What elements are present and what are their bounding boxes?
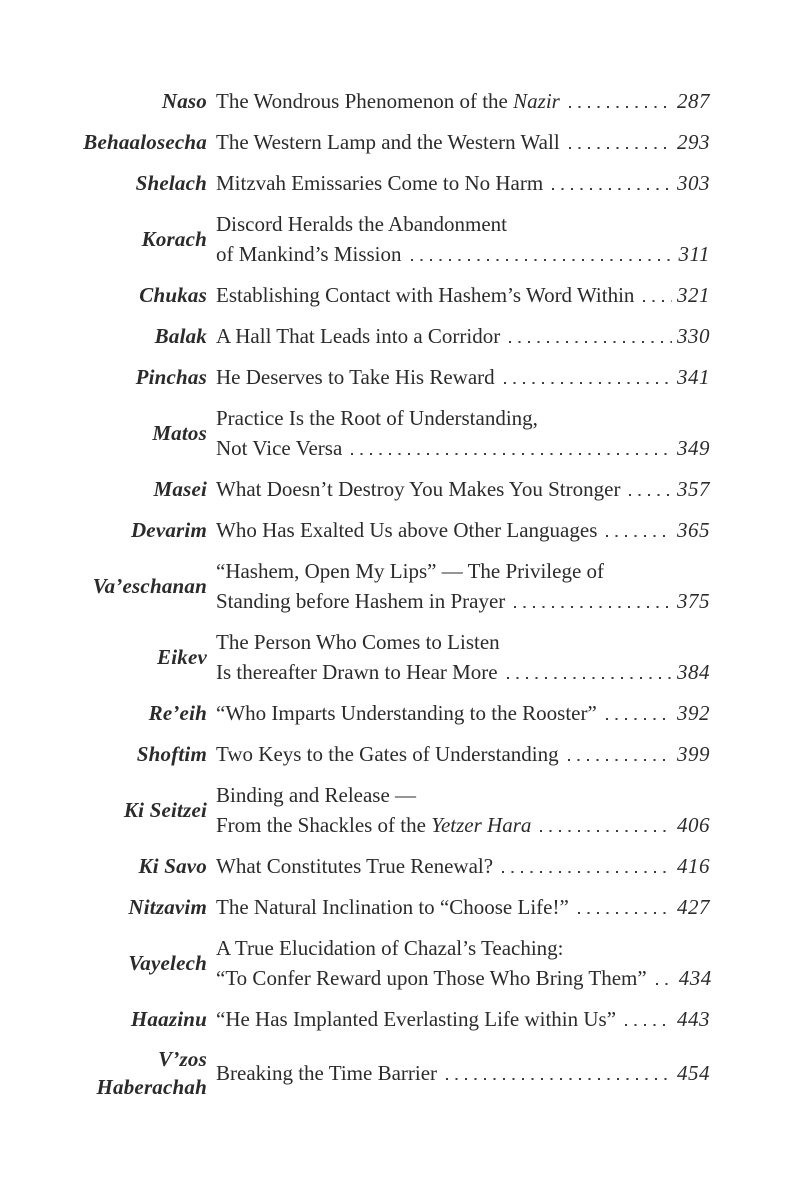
parsha-name: [82, 852, 207, 880]
toc-entry: [82, 1004, 710, 1034]
title-text-segment: “To Confer Reward upon Those Who Bring Them”: [216, 966, 647, 990]
title-text: [216, 239, 402, 269]
dot-leader: [578, 912, 672, 914]
title-text-segment: A Hall That Leads into a Corridor: [216, 324, 501, 348]
entry-title: [216, 933, 710, 993]
title-line: [216, 280, 710, 310]
parsha-name: [82, 572, 207, 600]
toc-entry: [82, 627, 710, 687]
page-number: 443: [677, 1007, 710, 1031]
entry-title: [216, 280, 710, 310]
dot-leader: [446, 1078, 672, 1080]
parsha-name-line: Shoftim: [136, 742, 207, 766]
page-number: 287: [677, 89, 710, 113]
title-text: [216, 810, 531, 840]
parsha-name: [82, 796, 207, 824]
title-line: [216, 168, 710, 198]
title-text-segment: Discord Heralds the Abandonment: [216, 212, 508, 236]
title-line: [216, 239, 710, 269]
entry-title: [216, 892, 710, 922]
page-number: 341: [677, 365, 710, 389]
title-text-segment: Not Vice Versa: [216, 436, 343, 460]
title-text-segment: Mitzvah Emissaries Come to No Harm: [216, 171, 544, 195]
dot-leader: [606, 535, 672, 537]
title-text-italic-segment: Yetzer Hara: [431, 813, 532, 837]
title-text-segment: From the Shackles of the: [216, 813, 432, 837]
toc-entry: [82, 780, 710, 840]
dot-leader: [504, 382, 672, 384]
title-line: [216, 963, 710, 993]
title-text-segment: Standing before Hashem in Prayer: [216, 589, 506, 613]
title-text-segment: Establishing Contact with Hashem’s Word Within: [216, 283, 635, 307]
toc-entry: [82, 933, 710, 993]
title-line: [216, 474, 710, 504]
dot-leader: [514, 606, 672, 608]
page-number: 349: [677, 436, 710, 460]
toc-entry: [82, 892, 710, 922]
page-number: 311: [678, 242, 710, 266]
toc-list: [82, 86, 710, 1112]
parsha-name: [82, 281, 207, 309]
entry-title: [216, 1004, 710, 1034]
parsha-name-line: Va’eschanan: [92, 574, 207, 598]
parsha-name: [82, 949, 207, 977]
parsha-name-line: Balak: [154, 324, 207, 348]
page-number: 406: [677, 813, 710, 837]
entry-title: [216, 556, 710, 616]
parsha-name-line: Devarim: [130, 518, 207, 542]
parsha-name-line: Shelach: [135, 171, 207, 195]
title-text-segment: What Doesn’t Destroy You Makes You Stronger: [216, 477, 621, 501]
title-line: [216, 362, 710, 392]
title-text: [216, 362, 495, 392]
title-text: [216, 474, 620, 504]
parsha-name-line: V’zos: [158, 1047, 207, 1071]
parsha-name-line: Nitzavim: [128, 895, 207, 919]
dot-leader: [509, 341, 672, 343]
toc-entry: [82, 362, 710, 392]
parsha-name-line: Chukas: [139, 283, 207, 307]
parsha-name-line: Matos: [152, 421, 207, 445]
page-number: 375: [677, 589, 710, 613]
toc-entry: [82, 127, 710, 157]
title-text-segment: The Natural Inclination to “Choose Life!”: [216, 895, 569, 919]
title-text: [216, 209, 507, 239]
entry-title: [216, 474, 710, 504]
parsha-name-line: Re’eih: [148, 701, 207, 725]
title-line: [216, 515, 710, 545]
dot-leader: [411, 259, 674, 261]
title-text-segment: Who Has Exalted Us above Other Languages: [216, 518, 598, 542]
parsha-name-line: Haberachah: [96, 1075, 207, 1099]
title-line: [216, 1004, 710, 1034]
title-text: [216, 1058, 437, 1088]
title-text: [216, 963, 647, 993]
toc-entry: [82, 403, 710, 463]
entry-title: [216, 627, 710, 687]
page-number: 416: [677, 854, 710, 878]
dot-leader: [540, 830, 672, 832]
dot-leader: [569, 147, 672, 149]
entry-title: [216, 362, 710, 392]
title-text: [216, 1004, 616, 1034]
title-text-segment: Is thereafter Drawn to Hear More: [216, 660, 498, 684]
parsha-name: [82, 740, 207, 768]
title-text: [216, 739, 559, 769]
parsha-name: [82, 643, 207, 671]
entry-title: [216, 1058, 710, 1088]
parsha-name: [82, 699, 207, 727]
entry-title: [216, 209, 710, 269]
title-line: [216, 86, 710, 116]
title-line: [216, 586, 710, 616]
title-text: [216, 321, 500, 351]
dot-leader: [656, 983, 674, 985]
dot-leader: [643, 300, 672, 302]
page-number: 293: [677, 130, 710, 154]
title-line: [216, 403, 710, 433]
parsha-name-line: Ki Savo: [138, 854, 207, 878]
title-line: [216, 933, 710, 963]
parsha-name-line: Naso: [161, 89, 207, 113]
parsha-name: [82, 1005, 207, 1033]
title-text-segment: The Wondrous Phenomenon of the: [216, 89, 514, 113]
parsha-name-line: Behaalosecha: [83, 130, 207, 154]
toc-entry: [82, 86, 710, 116]
parsha-name: [82, 225, 207, 253]
toc-entry: [82, 698, 710, 728]
title-line: [216, 657, 710, 687]
title-text-segment: “He Has Implanted Everlasting Life within Us”: [216, 1007, 617, 1031]
title-line: [216, 892, 710, 922]
entry-title: [216, 739, 710, 769]
toc-entry: [82, 515, 710, 545]
entry-title: [216, 86, 710, 116]
title-text: [216, 280, 634, 310]
parsha-name-line: Eikev: [157, 645, 207, 669]
title-line: [216, 556, 710, 586]
title-text: [216, 515, 597, 545]
toc-entry: [82, 1045, 710, 1101]
toc-entry: [82, 321, 710, 351]
title-text: [216, 168, 543, 198]
dot-leader: [507, 677, 672, 679]
title-line: [216, 627, 710, 657]
parsha-name-line: Masei: [153, 477, 207, 501]
parsha-name: [82, 169, 207, 197]
title-line: [216, 810, 710, 840]
title-line: [216, 698, 710, 728]
page-number: 321: [677, 283, 710, 307]
toc-entry: [82, 209, 710, 269]
page-number: 303: [677, 171, 710, 195]
title-text: [216, 657, 498, 687]
entry-title: [216, 403, 710, 463]
title-text-segment: What Constitutes True Renewal?: [216, 854, 494, 878]
title-text: [216, 586, 505, 616]
dot-leader: [552, 188, 672, 190]
page-number: 330: [677, 324, 710, 348]
title-text: [216, 627, 500, 657]
title-text: [216, 933, 564, 963]
toc-entry: [82, 280, 710, 310]
title-text-segment: Breaking the Time Barrier: [216, 1061, 438, 1085]
title-text-segment: “Who Imparts Understanding to the Rooster”: [216, 701, 597, 725]
title-text-segment: The Western Lamp and the Western Wall: [216, 130, 560, 154]
parsha-name-line: Ki Seitzei: [123, 798, 207, 822]
title-line: [216, 739, 710, 769]
entry-title: [216, 851, 710, 881]
title-text-segment: A True Elucidation of Chazal’s Teaching:: [216, 936, 564, 960]
title-text-italic-segment: Nazir: [513, 89, 560, 113]
dot-leader: [625, 1024, 672, 1026]
title-text: [216, 433, 342, 463]
toc-entry: [82, 556, 710, 616]
title-line: [216, 780, 710, 810]
parsha-name: [82, 87, 207, 115]
dot-leader: [606, 718, 672, 720]
title-text: [216, 403, 538, 433]
entry-title: [216, 321, 710, 351]
toc-entry: [82, 474, 710, 504]
parsha-name: [82, 128, 207, 156]
title-text-segment: Binding and Release —: [216, 783, 417, 807]
parsha-name: [82, 363, 207, 391]
title-text-segment: He Deserves to Take His Reward: [216, 365, 495, 389]
title-line: [216, 433, 710, 463]
parsha-name: [82, 893, 207, 921]
entry-title: [216, 168, 710, 198]
entry-title: [216, 780, 710, 840]
page-number: 384: [677, 660, 710, 684]
title-text-segment: Two Keys to the Gates of Understanding: [216, 742, 559, 766]
title-text-segment: of Mankind’s Mission: [216, 242, 402, 266]
title-line: [216, 209, 710, 239]
title-text: [216, 851, 493, 881]
page-number: 399: [677, 742, 710, 766]
dot-leader: [351, 453, 672, 455]
parsha-name-line: Haazinu: [130, 1007, 207, 1031]
dot-leader: [568, 759, 672, 761]
entry-title: [216, 515, 710, 545]
parsha-name-line: Korach: [141, 227, 207, 251]
title-line: [216, 127, 710, 157]
parsha-name: [82, 419, 207, 447]
parsha-name-line: Vayelech: [128, 951, 207, 975]
toc-entry: [82, 168, 710, 198]
parsha-name: [82, 1045, 207, 1101]
page-number: 357: [677, 477, 710, 501]
title-text: [216, 892, 569, 922]
title-line: [216, 321, 710, 351]
title-text: [216, 698, 597, 728]
dot-leader: [502, 871, 672, 873]
page-number: 454: [677, 1061, 710, 1085]
dot-leader: [569, 106, 672, 108]
title-text-segment: Practice Is the Root of Understanding,: [216, 406, 538, 430]
parsha-name-line: Pinchas: [135, 365, 207, 389]
toc-entry: [82, 851, 710, 881]
title-text: [216, 127, 560, 157]
parsha-name: [82, 322, 207, 350]
entry-title: [216, 127, 710, 157]
page-number: 427: [677, 895, 710, 919]
entry-title: [216, 698, 710, 728]
page-number: 365: [677, 518, 710, 542]
parsha-name: [82, 516, 207, 544]
title-text: [216, 86, 560, 116]
page-number: 434: [678, 966, 712, 990]
dot-leader: [629, 494, 672, 496]
title-line: [216, 1058, 710, 1088]
title-text-segment: “Hashem, Open My Lips” — The Privilege of: [216, 559, 605, 583]
title-line: [216, 851, 710, 881]
parsha-name: [82, 475, 207, 503]
title-text: [216, 780, 416, 810]
title-text-segment: The Person Who Comes to Listen: [216, 630, 500, 654]
title-text: [216, 556, 604, 586]
page-number: 392: [677, 701, 710, 725]
toc-entry: [82, 739, 710, 769]
